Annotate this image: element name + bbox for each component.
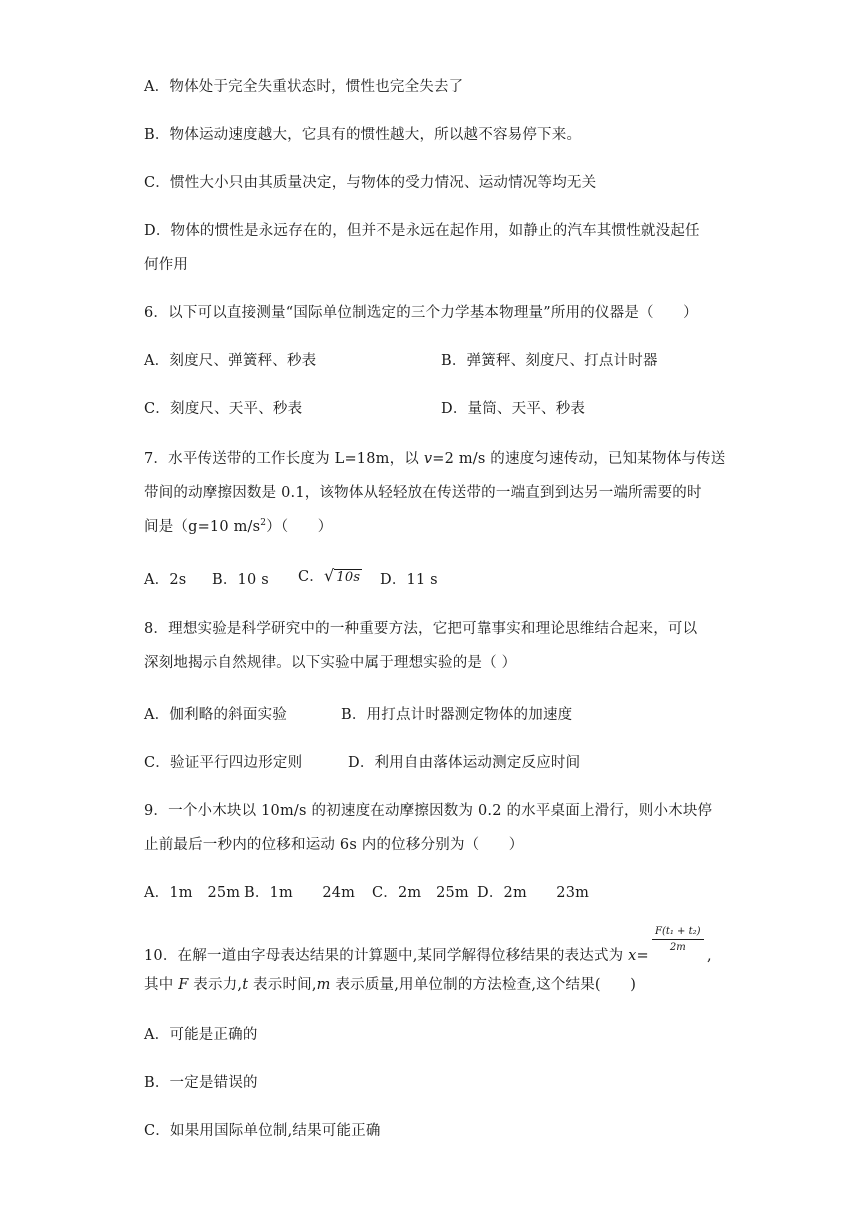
sqrt-icon: √ 10s [324, 566, 361, 585]
q7-stem-pre: 7．水平传送带的工作长度为 L=18m，以 [144, 451, 424, 467]
q5-option-c: C．惯性大小只由其质量决定，与物体的受力情况、运动情况等均无关 [144, 175, 597, 191]
q7-option-a: A．2s [144, 572, 187, 588]
q5-option-d-line1: D．物体的惯性是永远存在的，但并不是永远在起作用，如静止的汽车其惯性就没起任 [144, 223, 700, 239]
q10-stem1-text: 10．在解一道由字母表达结果的计算题中,某同学解得位移结果的表达式为 [144, 948, 629, 964]
q10-option-b: B．一定是错误的 [144, 1075, 258, 1091]
q9-option-a: A．1m 25m [144, 885, 241, 901]
q6-option-d: D．量筒、天平、秒表 [441, 401, 586, 417]
q7-stem-v: v [423, 451, 433, 467]
q6-option-b: B．弹簧秤、刻度尺、打点计时器 [441, 353, 658, 369]
q10-fraction-numerator: F(t₁ + t₂) [652, 926, 704, 940]
q10-stem2-post: 表示质量,用单位制的方法检查,这个结果( ) [330, 977, 637, 993]
q7-stem-post: =2 m/s 的速度匀速传动，已知某物体与传送 [432, 451, 726, 467]
q7-stem-line1 [144, 449, 726, 469]
q5-option-b: B．物体运动速度越大，它具有的惯性越大，所以越不容易停下来。 [144, 127, 582, 143]
q9-stem-line2: 止前最后一秒内的位移和运动 6s 内的位移分别为（ ） [144, 837, 524, 853]
q5-option-d-line2: 何作用 [144, 257, 189, 273]
q10-fraction [652, 926, 704, 953]
q6-stem: 6．以下可以直接测量“国际单位制选定的三个力学基本物理量”所用的仪器是（ ） [144, 305, 698, 321]
q10-option-a: A．可能是正确的 [144, 1027, 258, 1043]
q7-stem-line2: 带间的动摩擦因数是 0.1，该物体从轻轻放在传送带的一端直到到达另一端所需要的时 [144, 485, 702, 501]
q10-stem-line2 [144, 975, 636, 995]
q9-option-d: D．2m 23m [477, 885, 590, 901]
q10-stem2-pre: 其中 [144, 977, 179, 993]
q8-stem-line1: 8．理想实验是科学研究中的一种重要方法，它把可靠事实和理论思维结合起来，可以 [144, 621, 698, 637]
q6-option-c: C．刻度尺、天平、秒表 [144, 401, 303, 417]
q7-option-c-label: C． [298, 569, 324, 585]
q8-option-a: A．伽利略的斜面实验 [144, 707, 287, 723]
q10-var-t: t [242, 977, 249, 993]
q8-option-b: B．用打点计时器测定物体的加速度 [341, 707, 573, 723]
q7-option-d: D．11 s [380, 572, 438, 588]
q9-option-c: C．2m 25m [372, 885, 469, 901]
q8-option-c: C．验证平行四边形定则 [144, 755, 303, 771]
q8-stem-line2: 深刻地揭示自然规律。以下实验中属于理想实验的是（ ） [144, 655, 517, 671]
q10-x-eq: x= [628, 948, 649, 964]
q6-option-a: A．刻度尺、弹簧秤、秒表 [144, 353, 317, 369]
q10-option-c: C．如果用国际单位制,结果可能正确 [144, 1123, 381, 1139]
q7-stem3-pre: 间是（g=10 m/s [144, 519, 261, 535]
q10-comma: , [707, 948, 712, 964]
q10-stem-line1 [144, 946, 649, 966]
q10-fraction-denominator: 2m [669, 942, 686, 953]
q9-option-b: B．1m 24m [244, 885, 356, 901]
q7-stem3-post: ）（ ） [266, 519, 333, 535]
q10-stem2-mid1: 表示力, [188, 977, 243, 993]
q10-var-F: F [178, 977, 189, 993]
q7-option-b: B．10 s [212, 572, 269, 588]
q7-stem-line3 [144, 517, 332, 537]
q8-option-d: D．利用自由落体运动测定反应时间 [348, 755, 581, 771]
q10-stem2-mid2: 表示时间, [248, 977, 317, 993]
q9-stem-line1: 9．一个小木块以 10m/s 的初速度在动摩擦因数为 0.2 的水平桌面上滑行，则小木块停 [144, 803, 713, 819]
q10-var-m: m [316, 977, 331, 993]
q7-option-c [298, 566, 362, 588]
q7-option-c-value: 10s [336, 570, 361, 585]
q5-option-a: A．物体处于完全失重状态时，惯性也完全失去了 [144, 79, 464, 95]
q7-stem3-sup: 2 [260, 518, 267, 529]
